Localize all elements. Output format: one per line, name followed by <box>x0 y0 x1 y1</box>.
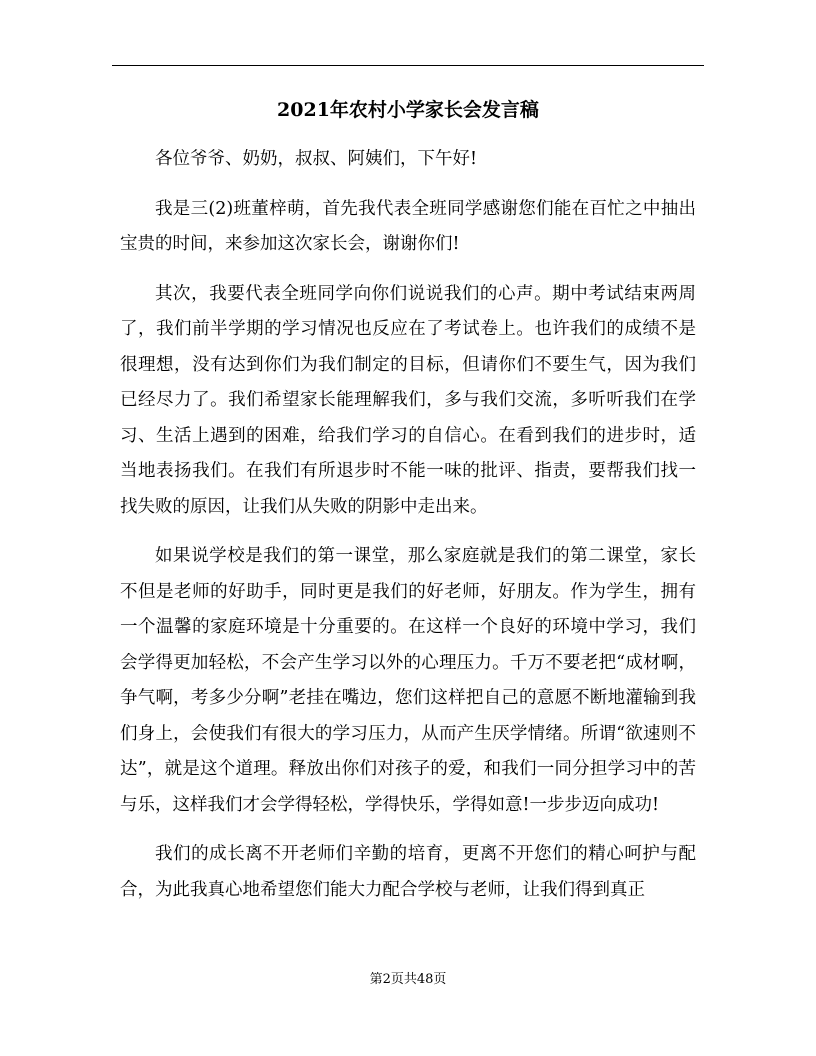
document-title: 2021年农村小学家长会发言稿 <box>277 99 539 121</box>
paragraph-introduction: 我是三(2)班董梓萌，首先我代表全班同学感谢您们能在百忙之中抽出宝贵的时间，来参加这次家长会，谢谢你们! <box>120 198 696 254</box>
page-number: 第2页共48页 <box>369 972 447 987</box>
header-rule <box>112 65 704 66</box>
document-body <box>120 142 696 922</box>
paragraph-greeting: 各位爷爷、奶奶，叔叔、阿姨们，下午好! <box>155 149 478 169</box>
paragraph-students-voice: 其次，我要代表全班同学向你们说说我们的心声。期中考试结束两周了，我们前半学期的学习情况也反应在了考试卷上。也许我们的成绩不是很理想，没有达到你们为我们制定的目标，但请你们不要生气，因为我们已经尽力了。我们希望家长能理解我们，多与我们交流，多听听我们在学习、生活上遇到的困难，给我们学习的自信心。在看到我们的进步时，适当地表扬我们。在我们有所退步时不能一味的批评、指责，要帮我们找一找失败的原因，让我们从失败的阴影中走出来。 <box>120 283 696 517</box>
paragraph-growth: 我们的成长离不开老师们辛勤的培育，更离不开您们的精心呵护与配合，为此我真心地希望您们能大力配合学校与老师，让我们得到真正 <box>120 844 696 900</box>
paragraph-family-classroom: 如果说学校是我们的第一课堂，那么家庭就是我们的第二课堂，家长不但是老师的好助手，同时更是我们的好老师，好朋友。作为学生，拥有一个温馨的家庭环境是十分重要的。在这样一个良好的环境中学习，我们会学得更加轻松，不会产生学习以外的心理压力。千万不要老把“成材啊，争气啊，考多少分啊”老挂在嘴边，您们这样把自己的意愿不断地灌输到我们身上，会使我们有很大的学习压力，从而产生厌学情绪。所谓“欲速则不达”，就是这个道理。释放出你们对孩子的爱，和我们一同分担学习中的苦与乐，这样我们才会学得轻松，学得快乐，学得如意!一步步迈向成功! <box>120 546 696 815</box>
